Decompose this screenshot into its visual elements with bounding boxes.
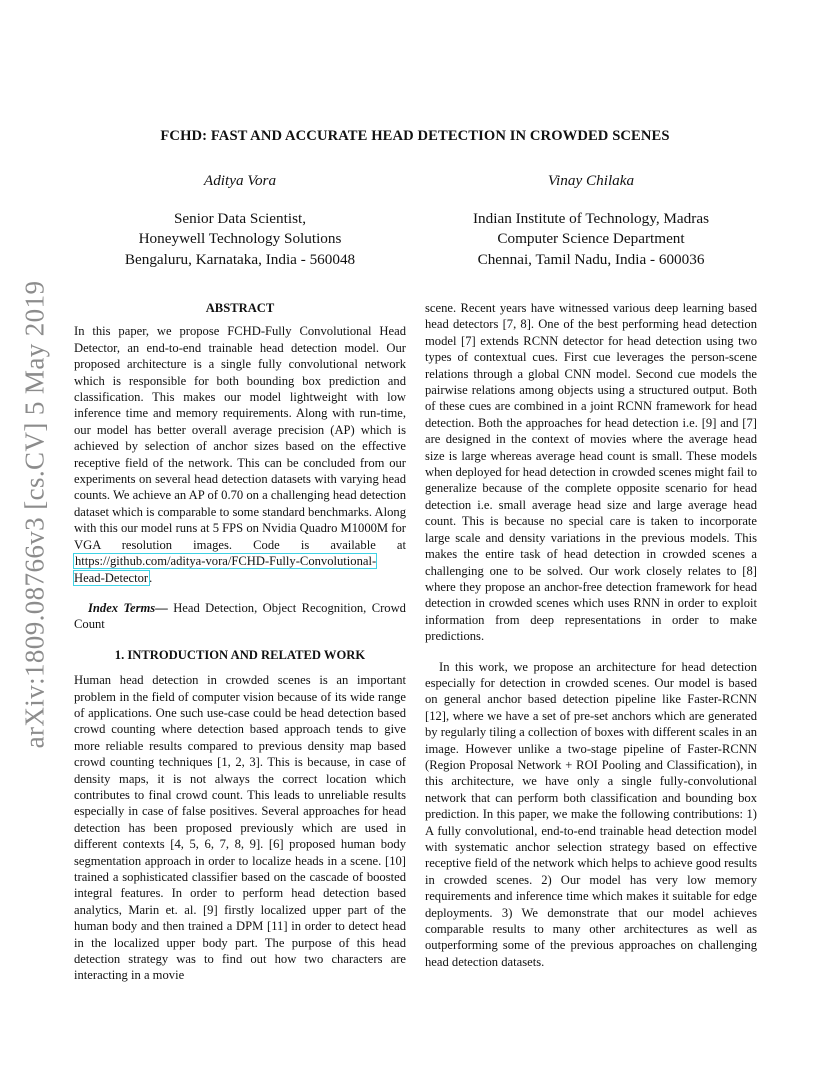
body-paragraph: scene. Recent years have witnessed various deep learning based head detectors [7, 8]. One of the best performing head detection model [7] extends RCNN detector for head detection using two types of contextual cues. First cue leverages the person-scene relations through a global CNN model. Second cue models the pairwise relations among objects using a structured output. Both of these cues are combined in a joint RCNN framework for head detection. Both the approaches for head detection i.e. [9] and [7] are designed in the context of movies where the average head size is large whereas average head count is small. These models when deployed for head detection in crowded scenes might fail to generalize because of the complete opposite scenario for head detection i.e. small average head size and large average head count. This is because no special care is taken to incorporate large scale and density variations in the previous models. This makes the entire task of head detection in crowded scenes a challenging one to be solved. Our work closely relates to [8] where they propose an anchor-free detection framework for head detection in crowded scenes which uses RNN in order to exploit information from deep representations in order to make predictions. (425, 301, 757, 644)
author-block-1 (74, 171, 406, 270)
index-terms-text: Head Detection, Object Recognition, Crowd Count (74, 600, 406, 632)
author-affiliation-line: Computer Science Department (497, 230, 685, 247)
right-column (425, 300, 757, 970)
abstract-heading: ABSTRACT (205, 301, 275, 315)
body-paragraph: Human head detection in crowded scenes is an important problem in the field of computer vision because of its wide range of applications. One such use-case could be head detection based crowd counting where detection based approach tends to give more reliable results compared to previous density map based crowd counting techniques [1, 2, 3]. This is because, in case of density maps, it is not always the correct location which contributes to final crowd count. This leads to unreliable results especially in case of false positives. Several approaches for head detection has been proposed previously which are used in different contexts [4, 5, 6, 7, 8, 9]. [6] proposed human body segmentation approach in order to localize heads in a scene. [10] trained a sophisticated classifier based on the cascade of boosted integral features. In order to perform head detection based analytics, Marin et. al. [9] firstly localized upper part of the human body and then trained a DPM [11] in order to detect head in the localized upper body part. The purpose of this head detection strategy was to find out how two characters are interacting in a movie (74, 673, 406, 983)
author-block-2 (425, 171, 757, 270)
section-heading-introduction: 1. INTRODUCTION AND RELATED WORK (114, 647, 366, 662)
author-affiliation-line: Senior Data Scientist, (173, 209, 307, 227)
index-terms-label: Index Terms— (88, 600, 168, 615)
paper-title: FCHD: FAST AND ACCURATE HEAD DETECTION IN CROWDED SCENES (160, 128, 670, 144)
abstract-text: In this paper, we propose FCHD-Fully Convolutional Head Detector, an end-to-end trainable head detection model. Our proposed architecture is a single fully convolutional network which is responsible for both bounding box prediction and classification. This makes our model lightweight with low inference time and memory requirements. Along with run-time, our model has better overall average precision (AP) which is achieved by selection of anchor sizes based on the effective receptive field of the network. This can be concluded from our experiments on several head detection datasets with varying head counts. We achieve an AP of 0.70 on a challenging head detection dataset which is comparable to some standard benchmarks. Along with this our model runs at 5 FPS on Nvidia Quadro M1000M for VGA resolution images. Code is available at (74, 324, 406, 552)
author-affiliation-line: Chennai, Tamil Nadu, India - 600036 (477, 250, 705, 268)
arxiv-identifier-text: arXiv:1809.08766v3 [cs.CV] 5 May 2019 (19, 280, 50, 748)
author-affiliation-line: Indian Institute of Technology, Madras (473, 209, 709, 227)
index-terms-paragraph (74, 600, 406, 633)
code-repository-link[interactable]: https://github.com/aditya-vora/FCHD-Fully-Convolutional-Head-Detector (74, 554, 377, 585)
abstract-text-end: . (149, 570, 153, 585)
abstract-paragraph (74, 323, 406, 586)
author-name: Vinay Chilaka (547, 172, 635, 189)
author-affiliation-line: Bengaluru, Karnataka, India - 560048 (124, 250, 356, 268)
body-paragraph: In this work, we propose an architecture for head detection especially for detection in crowded scenes. Our model is based on general anchor based detection pipeline like Faster-RCNN [12], where we have a set of pre-set anchors which are generated by regularly tiling a collection of boxes with different scales in an image. However unlike a two-stage pipeline of Faster-RCNN (Region Proposal Network + ROI Pooling and Classification), in this architecture, we have only a single fully-convolutional network that can perform both classification and bounding box prediction. In this paper, we make the following contributions: 1) A fully convolutional, end-to-end trainable head detection model with systematic anchor selection strategy based on effective receptive field of the network which helps to achieve good results in crowded scenes. 2) Our model has very low memory requirements and inference time which makes it suitable for edge deployments. 3) We demonstrate that our model achieves comparable results to many other architectures as well as outperforming some of the previous approaches on challenging head detection datasets. (425, 659, 757, 969)
left-column (74, 300, 406, 984)
author-affiliation-line: Honeywell Technology Solutions (138, 230, 342, 247)
author-name: Aditya Vora (203, 172, 277, 189)
arxiv-identifier-stamp (14, 280, 56, 748)
